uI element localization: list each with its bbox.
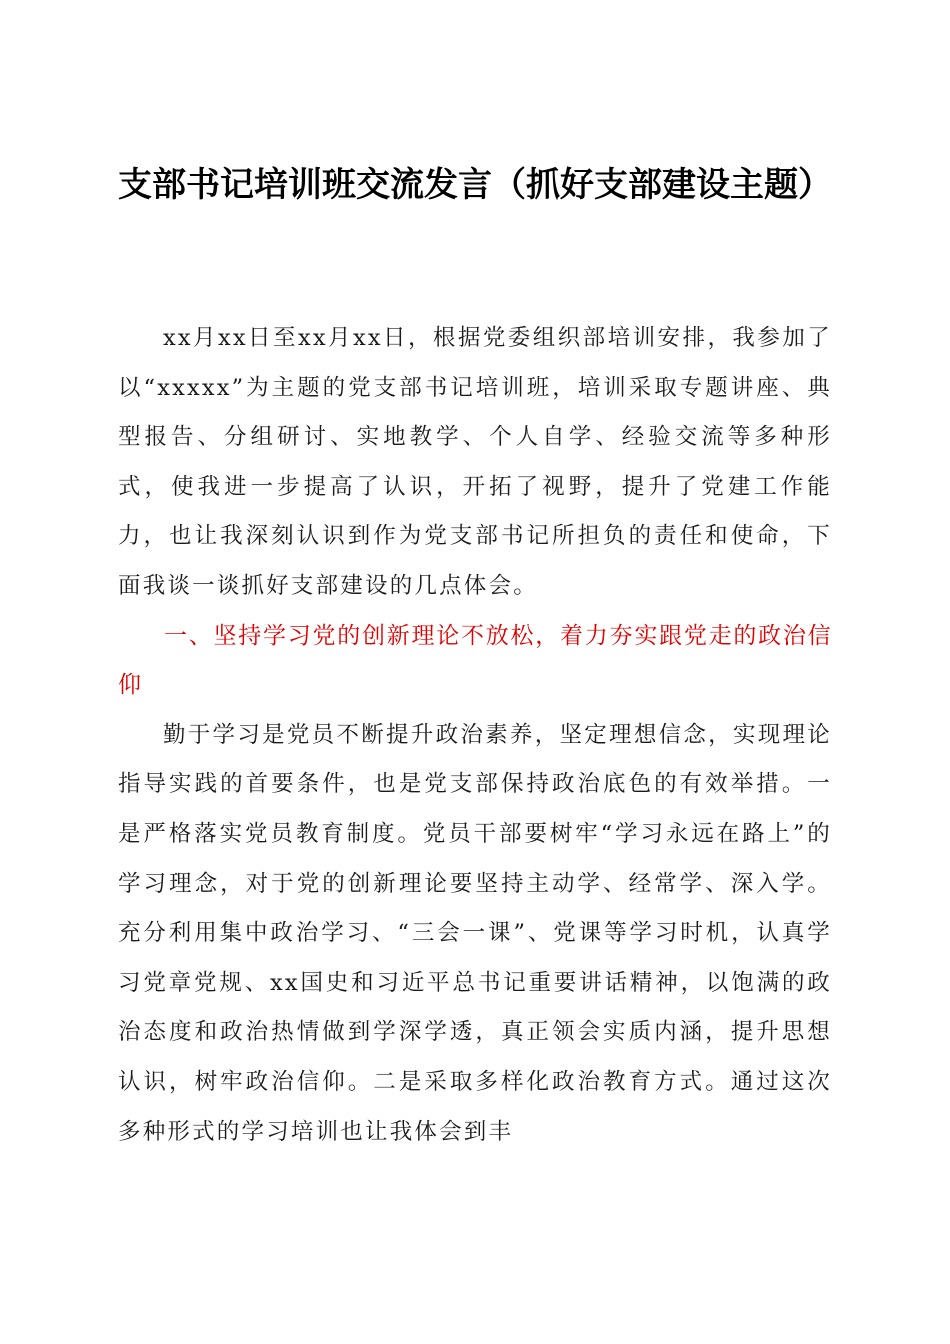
intro-paragraph: xx月xx日至xx月xx日，根据党委组织部培训安排，我参加了以“xxxxx”为主题的党支部书记培训班，培训采取专题讲座、典型报告、分组研讨、实地教学、个人自学、经验交流等多种形式，使我进一步提高了认识，开拓了视野，提升了党建工作能力，也让我深刻认识到作为党支部书记所担负的责任和使命，下面我谈一谈抓好支部建设的几点体会。	[118, 325, 832, 599]
section-1-paragraph: 勤于学习是党员不断提升政治素养，坚定理想信念，实现理论指导实践的首要条件，也是党支部保持政治底色的有效举措。一是严格落实党员教育制度。党员干部要树牢“学习永远在路上”的学习理念，对于党的创新理论要坚持主动学、经常学、深入学。充分利用集中政治学习、“三会一课”、党课等学习时机，认真学习党章党规、xx国史和习近平总书记重要讲话精神，以饱满的政治态度和政治热情做到学深学透，真正领会实质内涵，提升思想认识，树牢政治信仰。二是采取多样化政治教育方式。通过这次多种形式的学习培训也让我体会到丰	[118, 721, 832, 1145]
section-1-heading: 一、坚持学习党的创新理论不放松，着力夯实跟党走的政治信仰	[118, 622, 832, 699]
document-body	[118, 314, 832, 1157]
document-title: 支部书记培训班交流发言（抓好支部建设主题）	[118, 165, 832, 205]
